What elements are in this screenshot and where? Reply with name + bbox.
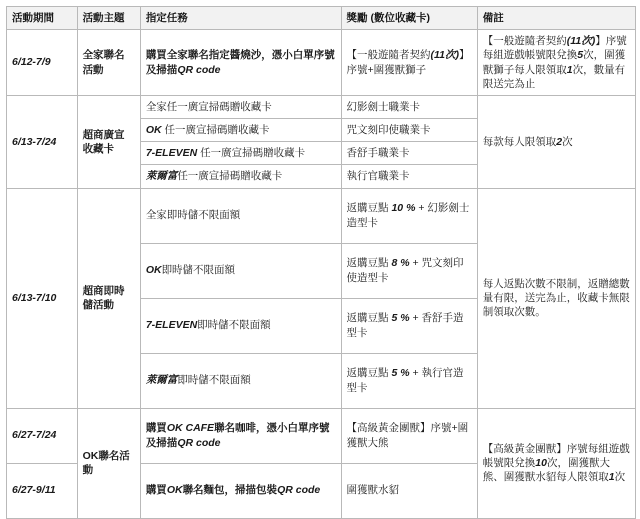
task-text-plain-1: 購買: [145, 484, 167, 497]
reward-text-plain-1: 返購豆點: [346, 367, 392, 380]
cell-task: [140, 408, 341, 463]
cell-task: [140, 298, 341, 353]
period-text: 6/27-9/11: [12, 484, 56, 497]
cell-note: [477, 408, 635, 518]
task-text-plain: 即時儲不限面額: [177, 374, 251, 387]
cell-period: [7, 408, 78, 463]
note-text-plain-2: 次，圍獲獸大熊、圍獲獸水貂每人限領取: [482, 456, 610, 484]
reward-text-plain-1: 返購豆點: [346, 312, 392, 325]
cell-note: [477, 95, 635, 188]
table-row: [7, 188, 636, 243]
note-text-plain-2: 】序號每組遊戲帳號限兌換: [482, 35, 627, 62]
column-header-reward: 獎勵 (數位收藏卡): [341, 7, 477, 30]
theme-text: OK聯名活動: [82, 449, 130, 477]
cell-reward: [341, 243, 477, 298]
table-header-row: [7, 7, 636, 30]
task-text-emphasis-1: OK CAFE: [166, 422, 215, 435]
cell-task: [140, 30, 341, 96]
theme-text: 全家聯名活動: [82, 49, 125, 76]
cell-theme: [77, 408, 140, 518]
cell-note: [477, 188, 635, 408]
cell-task: [140, 463, 341, 518]
table-row: [7, 408, 636, 463]
task-text-plain: 任一廣宣掃碼贈收藏卡: [177, 170, 283, 183]
task-text-plain: 即時儲不限面額: [197, 319, 271, 332]
reward-text-plain-1: 【一般遊隨者契約: [346, 49, 431, 62]
cell-period: [7, 95, 78, 188]
reward-text-plain-1: 返購豆點: [346, 257, 392, 270]
cell-task: [140, 243, 341, 298]
table-header: [7, 7, 636, 30]
cell-period: [7, 463, 78, 518]
task-text-emphasis-2: QR code: [177, 436, 221, 449]
note-text-plain-3: 次，圍獲獸獅子每人限領取: [482, 49, 626, 76]
reward-text-plain-2: + 幻影劍士造型卡: [346, 202, 470, 229]
task-text-plain-1: 購買: [145, 422, 167, 435]
column-header-theme: 活動主題: [77, 7, 140, 30]
reward-text: 香舒手職業卡: [346, 147, 410, 160]
reward-text: 圍獲獸水貂: [346, 484, 400, 497]
period-text: 6/27-7/24: [12, 429, 57, 442]
cell-reward: [341, 298, 477, 353]
task-text-emphasis: 萊爾富: [145, 374, 178, 387]
reward-text: 執行官職業卡: [346, 170, 410, 183]
theme-text: 超商廣宣收藏卡: [82, 128, 125, 155]
task-text-plain: 任一廣宣掃碼贈收藏卡: [197, 147, 306, 160]
cell-reward: [341, 165, 477, 188]
cell-reward: [341, 119, 477, 142]
cell-theme: [77, 95, 140, 188]
task-text-plain: 即時儲不限面額: [161, 264, 236, 277]
period-text: 6/13-7/10: [12, 291, 57, 304]
task-text-emphasis-2: QR code: [277, 484, 321, 497]
cell-reward: [341, 188, 477, 243]
note-text-plain-3: 次: [614, 471, 626, 484]
theme-text: 超商即時儲活動: [82, 284, 125, 312]
task-text-emphasis: OK: [145, 124, 162, 137]
task-text-plain: 全家即時儲不限面額: [145, 209, 241, 222]
table-row: [7, 30, 636, 96]
reward-text-emphasis-1: 10 %: [391, 202, 416, 215]
note-text-emphasis-1: 10: [535, 456, 547, 469]
note-text-emphasis-1: (11次): [566, 35, 596, 48]
cell-reward: [341, 463, 477, 518]
cell-task: [140, 353, 341, 408]
cell-note: [477, 30, 635, 96]
cell-period: [7, 188, 78, 408]
reward-text-plain-2: 】序號+圍獲獸獅子: [346, 49, 470, 76]
reward-text-plain-2: + 咒文刻印使造型卡: [346, 257, 464, 284]
note-text-emphasis-1: 2: [556, 135, 563, 148]
column-header-task: 指定任務: [140, 7, 341, 30]
table-body: [7, 30, 636, 518]
task-text-emphasis: OK: [145, 264, 162, 277]
cell-task: [140, 95, 341, 118]
task-text-plain-2: 聯名麵包，掃描包裝: [182, 484, 278, 497]
task-text-plain: 購買全家聯名指定醬燒沙，憑小白單序號及掃描: [145, 49, 335, 76]
task-text-plain: 任一廣宣掃碼贈收藏卡: [161, 124, 270, 137]
column-header-note: 備註: [477, 7, 635, 30]
task-text-emphasis: 萊爾富: [145, 170, 178, 183]
cell-reward: [341, 95, 477, 118]
note-text-plain-1: 【高級黃金團獸】序號每組遊戲帳號限兌換: [482, 442, 630, 469]
cell-reward: [341, 408, 477, 463]
cell-theme: [77, 30, 140, 96]
note-text-plain-1: 每人返點次數不限制，返贈總數量有限，送完為止，: [482, 277, 630, 304]
cell-theme: [77, 188, 140, 408]
note-text-plain-2: 次: [562, 135, 573, 148]
task-text-plain-2: 聯名咖啡，憑小白單序號及掃描: [145, 422, 330, 449]
reward-text-plain-1: 返購豆點: [346, 202, 392, 215]
cell-task: [140, 119, 341, 142]
note-text-plain-2: 收藏卡無限制領取次數。: [482, 291, 630, 319]
reward-text-emphasis-1: 5 %: [391, 367, 410, 380]
cell-reward: [341, 353, 477, 408]
cell-reward: [341, 30, 477, 96]
note-text-plain-1: 【一般遊隨者契約: [482, 35, 567, 48]
period-text: 6/12-7/9: [12, 56, 51, 69]
reward-text: 幻影劍士職業卡: [346, 100, 421, 113]
cell-reward: [341, 142, 477, 165]
cell-task: [140, 165, 341, 188]
reward-text-plain-2: + 執行官造型卡: [346, 367, 464, 394]
reward-text: 咒文刻印使職業卡: [346, 124, 431, 137]
task-text-emphasis: 7-ELEVEN: [145, 147, 198, 160]
reward-text-emphasis-1: (11次): [430, 49, 459, 62]
note-text-emphasis-2: 1: [608, 471, 615, 484]
task-text-emphasis: 7-ELEVEN: [145, 319, 198, 332]
cell-period: [7, 30, 78, 96]
task-text-plain: 全家任一廣宣掃碼贈收藏卡: [145, 100, 272, 113]
note-text-emphasis-3: 1: [566, 63, 573, 76]
cell-task: [140, 142, 341, 165]
period-text: 6/13-7/24: [12, 135, 57, 148]
reward-text-emphasis-1: 5 %: [391, 312, 410, 325]
note-text-plain-1: 每款每人限領取: [482, 135, 557, 148]
reward-text-plain-2: + 香舒手造型卡: [346, 312, 464, 339]
note-text-plain-4: 次，數量有限送完為止: [482, 63, 626, 90]
table-row: [7, 95, 636, 118]
reward-text-emphasis-1: 8 %: [391, 257, 410, 270]
task-text-emphasis-1: OK: [166, 484, 183, 497]
promotion-table: [6, 6, 636, 519]
note-text-emphasis-2: 5: [577, 49, 584, 62]
reward-text: 【高級黃金團獸】序號+圍獲獸大熊: [346, 422, 469, 449]
task-text-emphasis: QR code: [177, 63, 221, 76]
cell-task: [140, 188, 341, 243]
column-header-period: 活動期間: [7, 7, 78, 30]
